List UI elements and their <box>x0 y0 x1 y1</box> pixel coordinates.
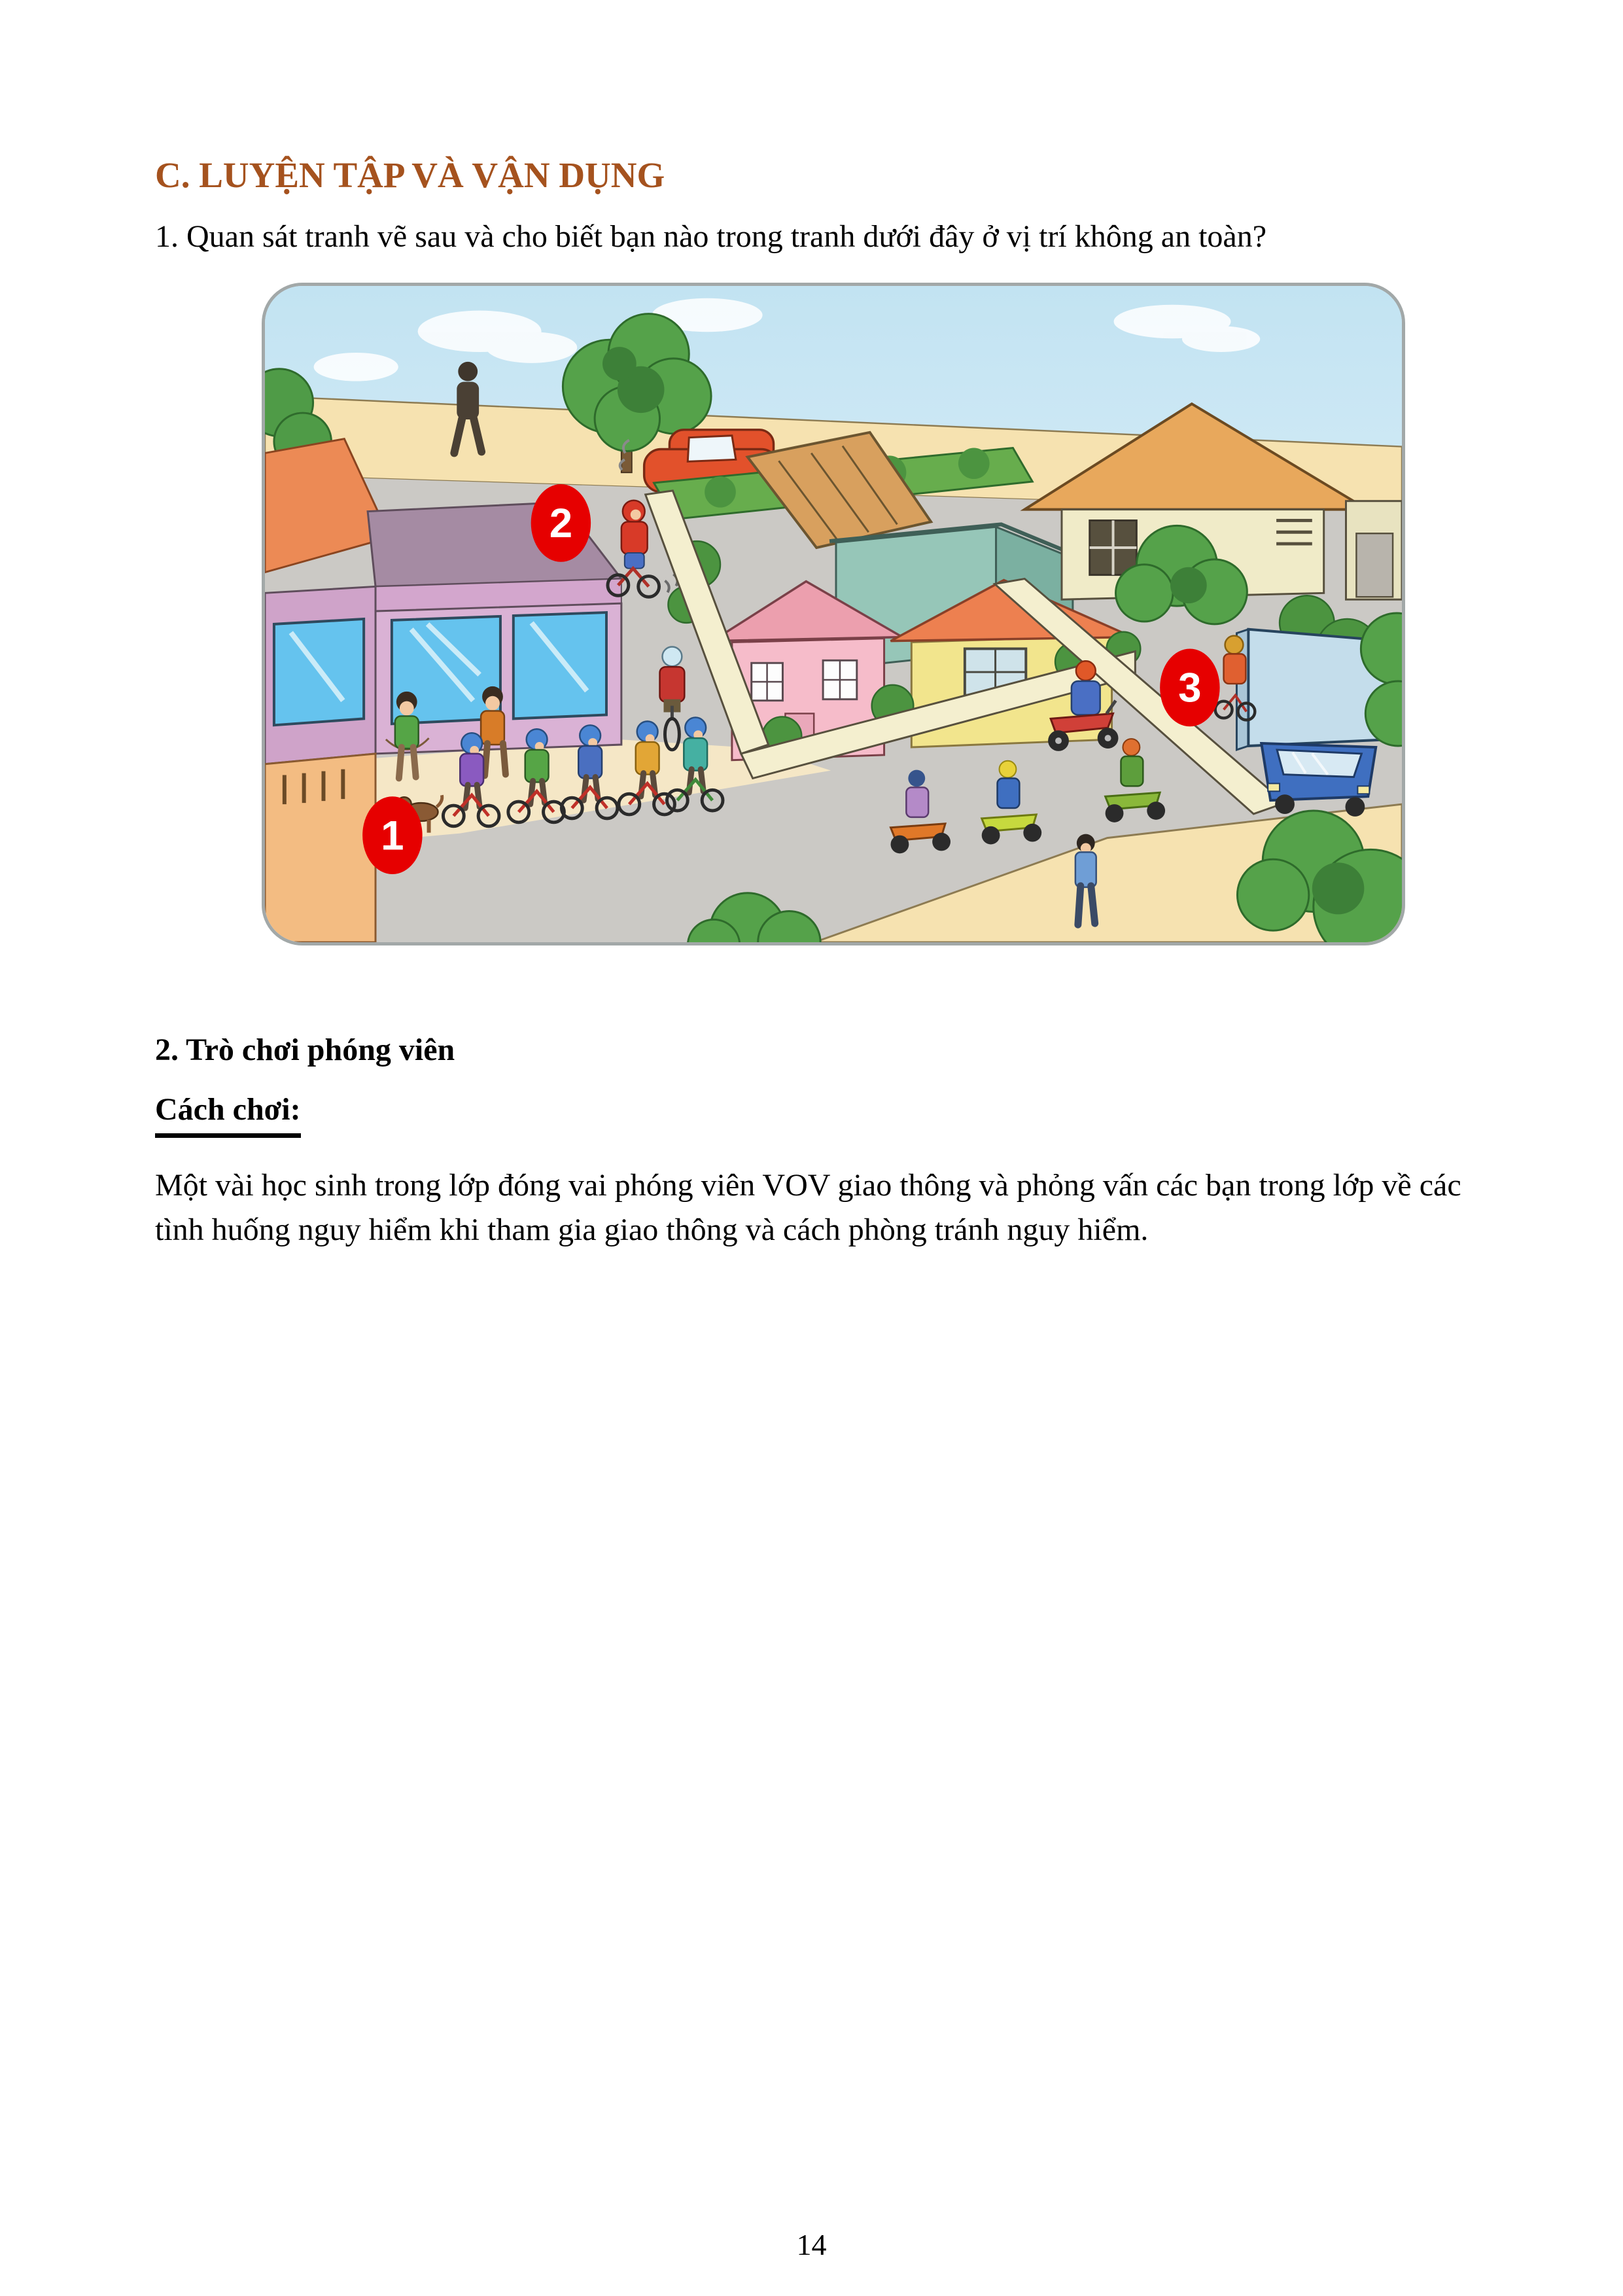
bush-shadow <box>1312 862 1365 914</box>
marker-2 <box>531 484 591 562</box>
marker-3-label: 3 <box>1178 665 1202 711</box>
marker-1-label: 1 <box>381 813 404 859</box>
marker-1 <box>362 796 422 874</box>
marker-2-label: 2 <box>549 501 573 547</box>
how-to-play-text: Một vài học sinh trong lớp đóng vai phóng viên VOV giao thông và phỏng vấn các bạn trong lớp về các tình huống nguy hiểm khi tham gia giao thông và cách phòng tránh nguy hiểm. <box>155 1168 1461 1247</box>
shop-windows <box>274 612 606 725</box>
page-number: 14 <box>796 2228 827 2261</box>
how-to-play-label: Cách chơi: <box>155 1091 301 1138</box>
marker-3 <box>1160 648 1219 726</box>
question-1-text: 1. Quan sát tranh vẽ sau và cho biết bạn nào trong tranh dưới đây ở vị trí không an toàn? <box>155 219 1267 254</box>
section-2-title: 2. Trò chơi phóng viên <box>155 1033 455 1067</box>
traffic-scene-svg <box>265 286 1402 942</box>
traffic-scene-illustration <box>262 283 1405 945</box>
section-c-heading: C. LUYỆN TẬP VÀ VẬN DỤNG <box>155 155 665 195</box>
